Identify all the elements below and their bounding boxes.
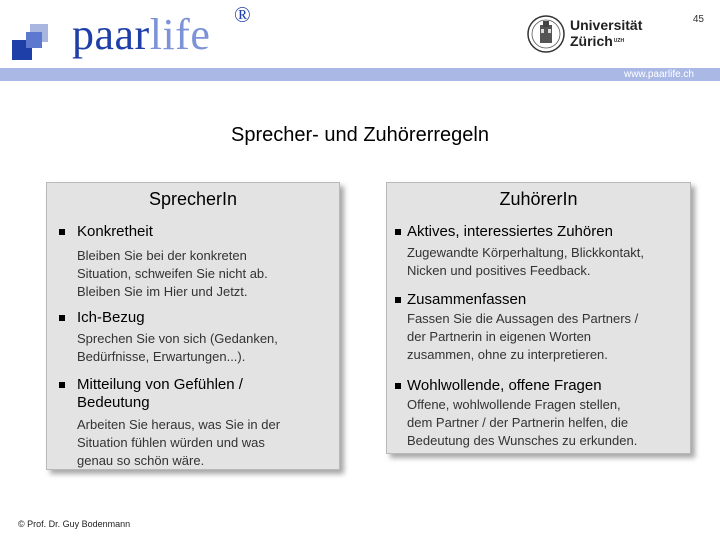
bullet-icon — [395, 229, 401, 235]
item-title: Zusammenfassen — [407, 291, 527, 308]
item-text: Offene, wohlwollende Fragen stellen, dem Partner / der Partnerin helfen, die Bedeutung des Wunsches zu erkunden. — [407, 397, 638, 448]
list-item — [59, 309, 278, 366]
list-item — [395, 223, 644, 280]
item-text: Sprechen Sie von sich (Gedanken, Bedürfnisse, Erwartungen...). — [77, 331, 278, 364]
page-title: Sprecher- und Zuhörerregeln — [231, 124, 489, 146]
list-item — [395, 291, 638, 364]
item-title: Wohlwollende, offene Fragen — [407, 377, 602, 394]
university-line1: Universität — [570, 17, 643, 33]
listener-heading: ZuhörerIn — [499, 189, 578, 209]
page-number: 45 — [692, 14, 704, 25]
item-title: Aktives, interessiertes Zuhören — [407, 223, 613, 240]
uzh-suffix: UZH — [613, 38, 625, 44]
university-name — [570, 17, 642, 49]
university-seal-icon — [526, 14, 566, 54]
list-item — [59, 376, 280, 470]
list-item — [59, 223, 268, 301]
website-url: www.paarlife.ch — [623, 69, 694, 80]
university-line2: Zürich$^{UZH}$ — [570, 33, 625, 49]
item-text: Zugewandte Körperhaltung, Blickkontakt, Nicken und positives Feedback. — [407, 245, 645, 278]
item-title: Ich-Bezug — [77, 309, 145, 326]
item-text: Arbeiten Sie heraus, was Sie in der Situation fühlen würden und was genau so schön wäre. — [77, 417, 281, 468]
speaker-box — [46, 182, 340, 470]
item-title: Konkretheit — [77, 223, 153, 240]
brand-paar: paar — [72, 10, 150, 59]
item-text: Bleiben Sie bei der konkreten Situation, schweifen Sie nicht ab. Bleiben Sie im Hier und Jetzt. — [77, 248, 268, 299]
registered-mark: ® — [234, 2, 251, 27]
listener-box — [386, 182, 691, 454]
bullet-icon — [59, 382, 65, 388]
item-text: Fassen Sie die Aussagen des Partners / der Partnerin in eigenen Worten zusammen, ohne zu interpretieren. — [407, 311, 639, 362]
bullet-icon — [59, 229, 65, 235]
university-logo — [526, 14, 646, 54]
speaker-heading: SprecherIn — [148, 189, 238, 209]
bullet-icon — [395, 383, 401, 389]
bullet-icon — [59, 315, 65, 321]
list-item — [395, 377, 637, 450]
copyright-footer: © Prof. Dr. Guy Bodenmann — [18, 519, 131, 529]
header-band — [0, 68, 720, 81]
item-title: Mitteilung von Gefühlen / Bedeutung — [77, 376, 243, 411]
brand-life: life — [149, 10, 211, 59]
bullet-icon — [395, 297, 401, 303]
paarlife-logo-mark — [12, 22, 52, 62]
paarlife-logo — [72, 10, 210, 60]
